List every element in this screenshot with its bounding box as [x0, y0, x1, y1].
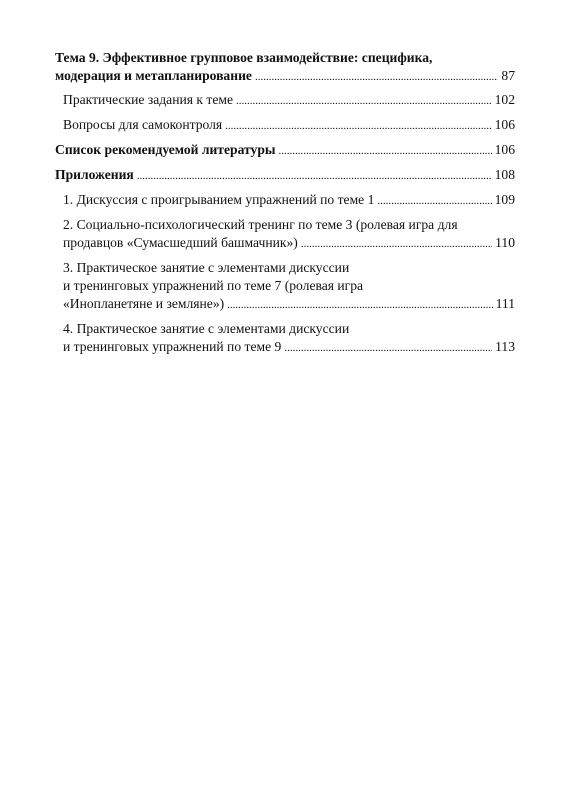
toc-app4-line2: и тренинговых упражнений по теме 9	[63, 339, 282, 354]
toc-app3-line3: «Инопланетяне и земляне»)	[63, 296, 225, 311]
toc-practical-tasks-text: Практические задания к теме	[63, 92, 234, 107]
toc-self-control-page: 106	[494, 117, 515, 132]
toc-app4-line1: 4. Практическое занятие с элементами дискуссии	[63, 321, 350, 336]
toc-topic9-line2: модерация и метапланирование	[55, 68, 252, 83]
toc-entry-appendix-4	[55, 320, 515, 357]
toc-literature-text: Список рекомендуемой литературы	[55, 142, 276, 157]
leader-dots	[377, 191, 491, 210]
toc-app2-line1: 2. Социально-психологический тренинг по теме 3 (ролевая игра для	[63, 217, 458, 232]
leader-dots	[284, 338, 492, 357]
leader-dots	[137, 166, 492, 185]
table-of-contents	[55, 49, 515, 357]
toc-app2-page: 110	[495, 235, 515, 250]
toc-app1-page: 109	[494, 192, 515, 207]
toc-entry-topic9	[55, 49, 515, 86]
toc-appendices-text: Приложения	[55, 167, 134, 182]
toc-entry-appendix-2	[55, 216, 515, 253]
toc-entry-appendices	[55, 166, 515, 185]
toc-entry-literature	[55, 141, 515, 160]
toc-entry-practical-tasks	[55, 91, 515, 110]
toc-app4-page: 113	[495, 339, 515, 354]
leader-dots	[227, 295, 492, 314]
toc-app3-line2: и тренинговых упражнений по теме 7 (ролевая игра	[63, 278, 364, 293]
leader-dots	[301, 234, 492, 253]
toc-topic9-line1: Тема 9. Эффективное групповое взаимодействие: специфика,	[55, 50, 433, 65]
toc-entry-self-control	[55, 116, 515, 135]
leader-dots	[236, 91, 492, 110]
leader-dots	[225, 116, 491, 135]
toc-app1-text: 1. Дискуссия с проигрыванием упражнений по теме 1	[63, 192, 375, 207]
toc-app3-line1: 3. Практическое занятие с элементами дискуссии	[63, 260, 350, 275]
toc-self-control-text: Вопросы для самоконтроля	[63, 117, 223, 132]
toc-practical-tasks-page: 102	[494, 92, 515, 107]
leader-dots	[255, 67, 498, 86]
toc-literature-page: 106	[494, 142, 515, 157]
toc-app3-page: 111	[495, 296, 515, 311]
toc-app2-line2: продавцов «Сумасшедший башмачник»)	[63, 235, 298, 250]
toc-topic9-page: 87	[501, 68, 515, 83]
toc-entry-appendix-1	[55, 191, 515, 210]
toc-entry-appendix-3	[55, 259, 515, 314]
leader-dots	[279, 141, 492, 160]
toc-appendices-page: 108	[494, 167, 515, 182]
